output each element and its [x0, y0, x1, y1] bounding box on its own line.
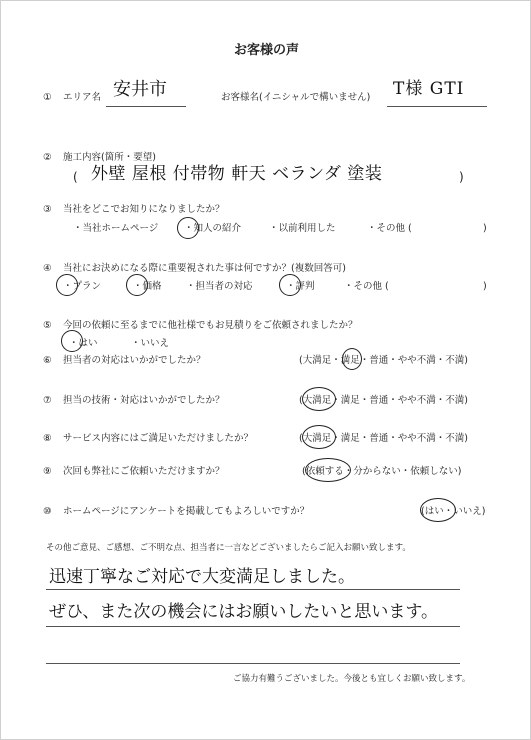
q6-label: 担当者の対応はいかがでしたか？	[63, 355, 206, 366]
q10-choices: (はい・いいえ)	[421, 506, 486, 517]
q1-area-underline	[106, 106, 186, 107]
q2-label: 施工内容(箇所・要望)	[63, 152, 156, 163]
q5-option-yes: ・はい	[69, 338, 98, 349]
q9-number: ⑨	[43, 466, 52, 477]
comment-line-1: 迅速丁寧なご対応で大変満足しました。	[49, 567, 355, 587]
q4-reputation-circle	[279, 274, 301, 296]
footer-thanks: ご協力有難うございました。今後とも宜しくお願い致します。	[233, 674, 471, 684]
q1-name-underline	[387, 106, 487, 107]
q1-area-label: エリア名	[63, 92, 102, 103]
q4-option-plan: ・プラン	[63, 281, 102, 292]
q7-choices: (大満足・満足・普通・やや不満・不満)	[299, 395, 468, 406]
q3-option-previous: ・以前利用した	[269, 223, 336, 234]
q7-number: ⑦	[43, 395, 52, 406]
q8-choices: (大満足・満足・普通・やや不満・不満)	[299, 433, 468, 444]
q7-answer-circle	[302, 387, 336, 411]
q3-option-other-close: )	[483, 223, 487, 234]
q9-choices: (依頼する・分からない・依頼しない)	[302, 466, 462, 477]
q8-answer-circle	[302, 425, 336, 449]
q4-number: ④	[43, 263, 52, 274]
q2-open-paren: (	[73, 170, 78, 184]
q3-option-other: ・その他 (	[367, 223, 412, 234]
q9-answer-circle	[305, 458, 351, 482]
q6-answer-circle	[342, 348, 362, 370]
q5-yes-circle	[61, 330, 83, 352]
q9-label: 次回も弊社にご依頼いただけますか？	[63, 466, 225, 477]
q2-close-paren: )	[459, 170, 464, 184]
q1-area-value: 安井市	[113, 79, 167, 100]
q3-option-homepage: ・当社ホームページ	[73, 223, 159, 234]
comment-line-3-rule	[46, 663, 460, 664]
q1-number: ①	[43, 92, 52, 103]
q4-option-staff: ・担当者の対応	[186, 281, 253, 292]
q1-name-label: お客様名(イニシャルで構いません)	[221, 92, 371, 103]
q4-plan-circle	[56, 274, 78, 296]
page-title: お客様の声	[233, 43, 299, 58]
comment-line-2-rule	[46, 626, 460, 627]
q2-number: ②	[43, 152, 52, 163]
q8-label: サービス内容にはご満足いただけましたか？	[63, 433, 254, 444]
q4-option-price: ・価格	[133, 281, 162, 292]
q6-number: ⑥	[43, 355, 52, 366]
q2-value: 外壁 屋根 付帯物 軒天 ベランダ 塗装	[91, 164, 383, 184]
q4-price-circle	[126, 274, 148, 296]
q3-number: ③	[43, 204, 52, 215]
q8-number: ⑧	[43, 433, 52, 444]
q10-label: ホームページにアンケートを掲載してもよろしいですか？	[63, 506, 310, 517]
q4-label: 当社にお決めになる際に重要視された事は何ですか？(複数回答可)	[63, 263, 346, 274]
q4-option-other: ・その他 (	[344, 281, 389, 292]
q10-answer-circle	[420, 498, 456, 522]
q5-label: 今回の依頼に至るまでに他社様でもお見積りをご依頼されましたか？	[63, 320, 358, 331]
q1-name-value: T様 GTI	[393, 79, 465, 99]
comment-line-1-rule	[46, 589, 460, 590]
q6-choices: (大満足・満足・普通・やや不満・不満)	[299, 355, 468, 366]
q3-option-referral: ・知人の紹介	[184, 223, 242, 234]
comment-line-2: ぜひ、また次の機会にはお願いしたいと思います。	[49, 602, 438, 622]
q7-label: 担当の技術・対応はいかがでしたか？	[63, 395, 225, 406]
q10-number: ⑩	[43, 506, 52, 517]
q3-referral-circle	[177, 217, 199, 239]
q4-option-reputation: ・評判	[286, 281, 315, 292]
q5-option-no: ・いいえ	[131, 338, 170, 349]
q4-option-other-close: )	[483, 281, 487, 292]
comments-prompt: その他ご意見、ご感想、ご不明な点、担当者に一言などございましたらご記入お願い致します。	[46, 543, 411, 553]
q5-number: ⑤	[43, 320, 52, 331]
q3-label: 当社をどこでお知りになりましたか？	[63, 204, 225, 215]
